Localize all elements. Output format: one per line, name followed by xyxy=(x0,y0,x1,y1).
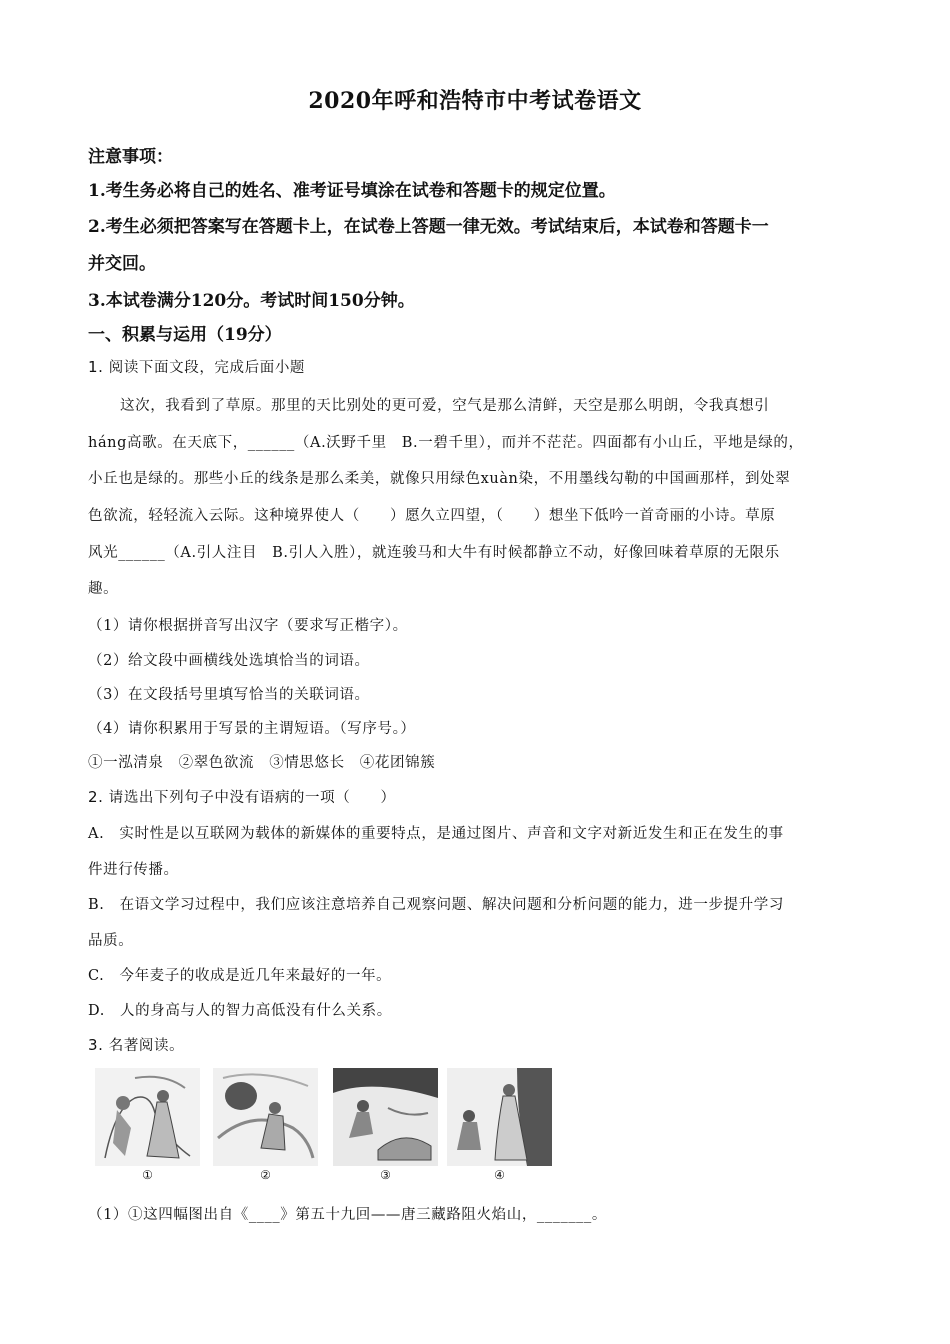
illustration-3 xyxy=(333,1068,438,1166)
option-c: C. 今年麦子的收成是近几年来最好的一年。 xyxy=(88,968,392,984)
illustration-2 xyxy=(213,1068,318,1166)
notice-item-2-line-1: 2.考生必须把答案写在答题卡上，在试卷上答题一律无效。考试结束后，本试卷和答题卡一 xyxy=(88,217,769,237)
option-b-line-2: 品质。 xyxy=(88,933,134,949)
illustration-4 xyxy=(447,1068,552,1166)
figure-label: ④ xyxy=(494,1168,505,1182)
question-text: 名著阅读。 xyxy=(108,1038,185,1054)
passage-line: 风光______（A.引人注目 B.引人入胜），就连骏马和大牛有时候都静立不动，好像回味着草原的无限乐 xyxy=(88,545,780,561)
sub-question-2: （2）给文段中画横线处选填恰当的词语。 xyxy=(88,653,370,669)
question-number: 3. xyxy=(88,1036,104,1054)
passage-line: háng高歌。在天底下，______（A.沃野千里 B.一碧千里），而并不茫茫。四面都有小山丘，平地是绿的， xyxy=(88,435,804,451)
option-d: D. 人的身高与人的智力高低没有什么关系。 xyxy=(88,1003,392,1019)
question-2-prompt xyxy=(88,786,396,807)
sub-question-1: （1）请你根据拼音写出汉字（要求写正楷字）。 xyxy=(88,618,408,634)
section-1-heading: 一、积累与运用（19分） xyxy=(88,325,282,345)
option-a-line-1: A. 实时性是以互联网为载体的新媒体的重要特点，是通过图片、声音和文字对新近发生和正在发生的事 xyxy=(88,826,784,842)
notice-item-2-line-2: 并交回。 xyxy=(88,254,156,274)
question-number: 1. xyxy=(88,358,104,376)
question-3-prompt xyxy=(88,1034,184,1055)
question-text: 阅读下面文段，完成后面小题 xyxy=(108,360,306,376)
question-text: 请选出下列句子中没有语病的一项（ ） xyxy=(108,790,396,806)
passage-line: 小丘也是绿的。那些小丘的线条是那么柔美，就像只用绿色xuàn染，不用墨线勾勒的中国画那样，到处翠 xyxy=(88,471,791,487)
question-number: 2. xyxy=(88,788,104,806)
page-title: 2020年呼和浩特市中考试卷语文 xyxy=(308,88,642,114)
illustration-1 xyxy=(95,1068,200,1166)
answer-options: ①一泓清泉 ②翠色欲流 ③情思悠长 ④花团锦簇 xyxy=(88,755,436,771)
passage-line: 这次，我看到了草原。那里的天比别处的更可爱，空气是那么清鲜，天空是那么明朗，令我真想引 xyxy=(120,398,770,414)
sub-question-4: （4）请你积累用于写景的主谓短语。（写序号。） xyxy=(88,721,416,737)
notice-heading: 注意事项： xyxy=(88,147,173,167)
figure-label: ③ xyxy=(380,1168,391,1182)
notice-item-3: 3.本试卷满分120分。考试时间150分钟。 xyxy=(88,291,415,311)
sub-question-3: （3）在文段括号里填写恰当的关联词语。 xyxy=(88,687,370,703)
passage-line: 趣。 xyxy=(88,581,119,597)
passage-line: 色欲流，轻轻流入云际。这种境界使人（ ）愿久立四望，（ ）想坐下低吟一首奇丽的小诗。草原 xyxy=(88,508,776,524)
option-b-line-1: B. 在语文学习过程中，我们应该注意培养自己观察问题、解决问题和分析问题的能力，进一步提升学习 xyxy=(88,897,784,913)
question-1-prompt xyxy=(88,356,305,377)
illustration-strip xyxy=(95,1068,565,1188)
figure-label: ① xyxy=(142,1168,153,1182)
option-a-line-2: 件进行传播。 xyxy=(88,862,179,878)
sub-question-1: （1）①这四幅图出自《____》第五十九回——唐三藏路阻火焰山，_______。 xyxy=(88,1207,607,1223)
figure-label: ② xyxy=(260,1168,271,1182)
notice-item-1: 1.考生务必将自己的姓名、准考证号填涂在试卷和答题卡的规定位置。 xyxy=(88,181,616,201)
